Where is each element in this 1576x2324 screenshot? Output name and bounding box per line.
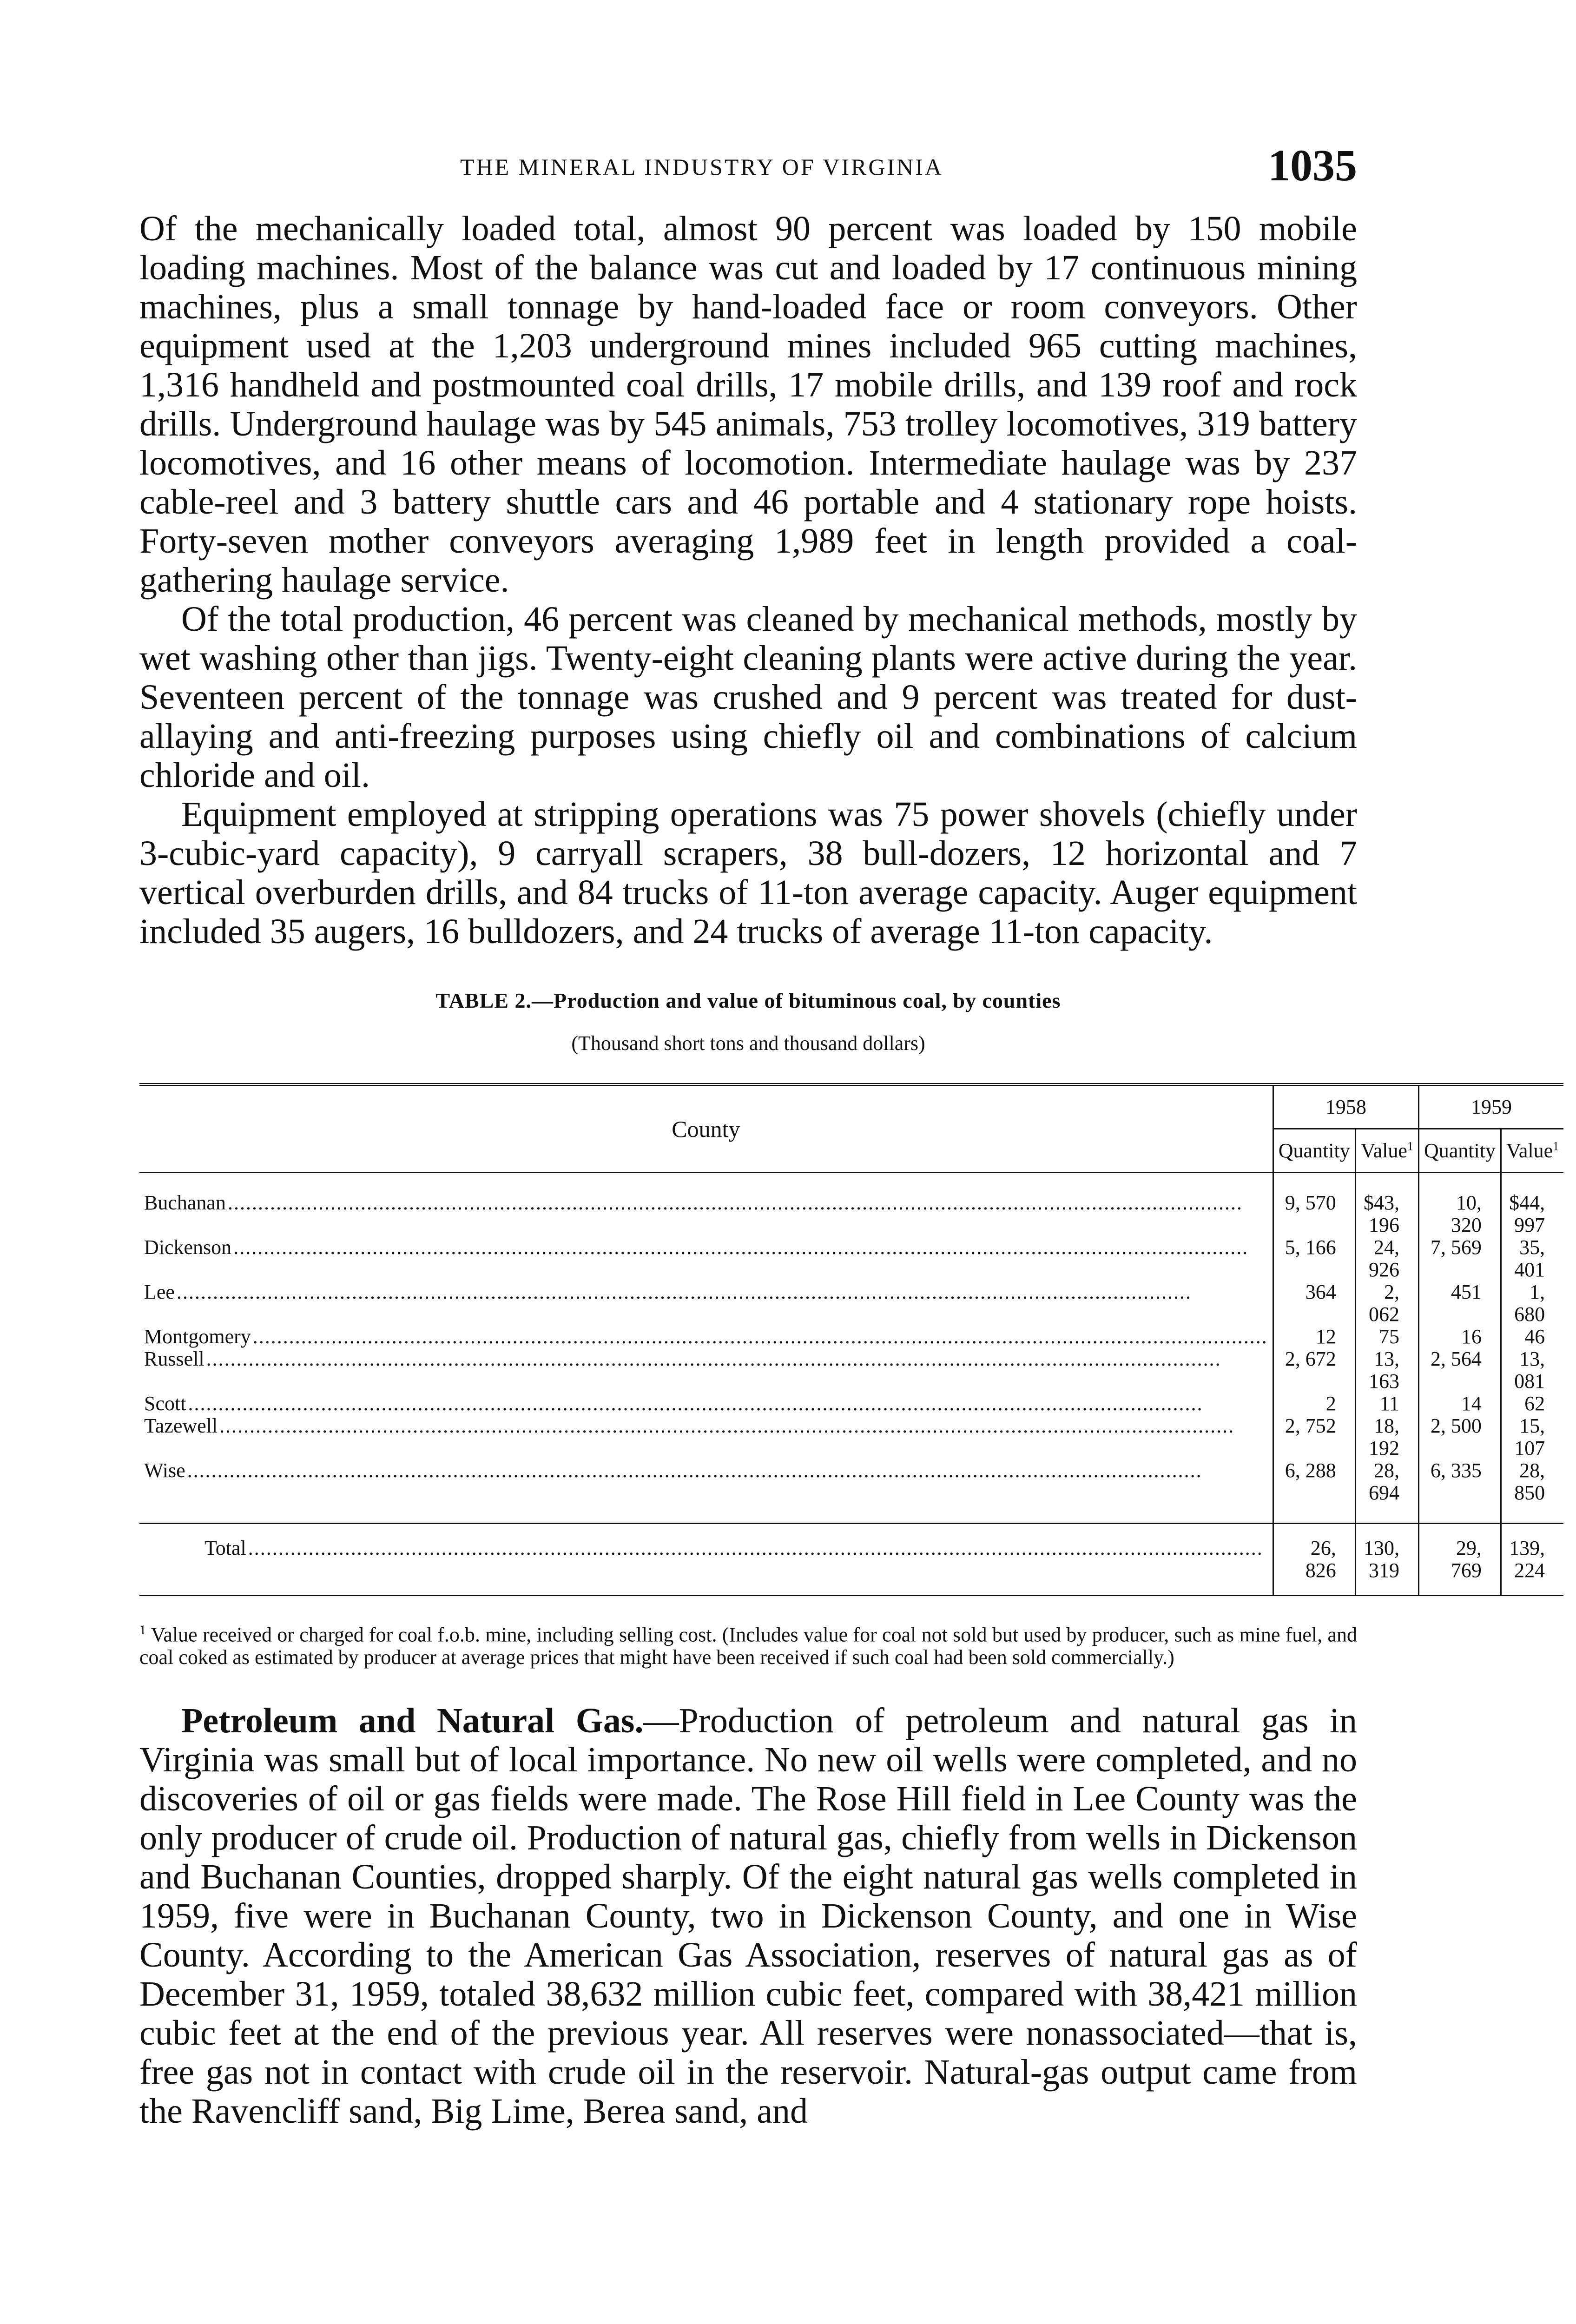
table-row [139,1236,1563,1281]
running-header [139,139,1357,191]
table-footnote [139,1619,1357,1669]
year-header-1958: 1958 [1273,1084,1418,1129]
table-row [139,1393,1563,1415]
table-cell-v1959: 15, 107 [1501,1415,1563,1459]
petroleum-text: —Production of petroleum and natural gas in Virginia was small but of local importance. No new oil wells were completed, and no discoveries of oil or gas fields were made. The Rose Hill field in Lee County was the only producer of crude oil. Production of natural gas, chiefly from wells in Dickenson and Buchanan Counties, dropped sharply. Of the eight natural gas wells completed in 1959, five were in Buchanan County, two in Dickenson County, and one in Wise County. According to the American Gas Association, reserves of natural gas as of December 31, 1959, totaled 38,632 million cubic feet, compared with 38,421 million cubic feet at the end of the previous year. All reserves were nonassociated—that is, free gas not in contact with crude oil in the reservoir. Natural-gas output came from the Ravencliff sand, Big Lime, Berea sand, and [139,1701,1357,2131]
table-cell-q1958: 2 [1273,1393,1355,1415]
county-name-cell: Dickenson ..... [139,1236,1273,1281]
table-cell-v1958: 13, 163 [1355,1348,1418,1393]
table-cell-v1959: 28, 850 [1501,1459,1563,1504]
quantity-header-1959: Quantity [1418,1129,1501,1173]
county-column-header: County [139,1084,1273,1173]
paragraph-stripping-equipment: Equipment employed at stripping operations was 75 power shovels (chiefly under 3-cubic-yard capacity), 9 carryall scrapers, 38 bull-dozers, 12 horizontal and 7 vertical overburden drills, and 84 trucks of 11-ton average capacity. Auger equipment included 35 augers, 16 bulldozers, and 24 trucks of average 11-ton capacity. [139,795,1357,951]
paragraph-cleaning: Of the total production, 46 percent was cleaned by mechanical methods, mostly by wet washing other than jigs. Twenty-eight cleaning plants were active during the year. Seventeen percent of the tonnage was crushed and 9 percent was treated for dust-allaying and anti-freezing purposes using chiefly oil and combinations of calcium chloride and oil. [139,600,1357,795]
table-cell-v1958: 11 [1355,1393,1418,1415]
table-cell-v1958: 28, 694 [1355,1459,1418,1504]
table-cell-v1959: 46 [1501,1326,1563,1348]
table-cell-q1959: 6, 335 [1418,1459,1501,1504]
table-cell-q1959: 16 [1418,1326,1501,1348]
table-cell-q1959: 14 [1418,1393,1501,1415]
total-quantity-1958: 26, 826 [1273,1524,1355,1596]
table-cell-v1958: 24, 926 [1355,1236,1418,1281]
table-cell-v1959: 13, 081 [1501,1348,1563,1393]
year-header-1959: 1959 [1418,1084,1563,1129]
county-name-cell: Montgomery ..... [139,1326,1273,1348]
paragraph-mechanical-loading: Of the mechanically loaded total, almost 90 percent was loaded by 150 mobile loading machines. Most of the balance was cut and loaded by 17 continuous mining machines, plus a small tonnage by hand-loaded face or room conveyors. Other equipment used at the 1,203 underground mines included 965 cutting machines, 1,316 handheld and postmounted coal drills, 17 mobile drills, and 139 roof and rock drills. Underground haulage was by 545 animals, 753 trolley locomotives, 319 battery locomotives, and 16 other means of locomotion. Intermediate haulage was by 237 cable-reel and 3 battery shuttle cars and 46 portable and 4 stationary rope hoists. Forty-seven mother conveyors averaging 1,989 feet in length provided a coal-gathering haulage service. [139,209,1357,600]
table-cell-q1959: 2, 500 [1418,1415,1501,1459]
table-cell-v1959: 35, 401 [1501,1236,1563,1281]
document-page [139,139,1559,2131]
total-value-1959: 139, 224 [1501,1524,1563,1596]
paragraph-petroleum-natural-gas [139,1701,1357,2131]
county-name-cell: Russell ..... [139,1348,1273,1393]
table-subtitle: (Thousand short tons and thousand dollars) [571,1032,925,1055]
table-cell-v1959: $44, 997 [1501,1192,1563,1236]
table-cell-q1958: 12 [1273,1326,1355,1348]
county-name-cell: Tazewell ..... [139,1415,1273,1459]
value-header-1959: Value$^1$ [1501,1129,1563,1173]
county-name-cell: Wise ..... [139,1459,1273,1504]
table-cell-q1958: 9, 570 [1273,1192,1355,1236]
total-quantity-1959: 29, 769 [1418,1524,1501,1596]
table-cell-q1959: 2, 564 [1418,1348,1501,1393]
table-cell-q1958: 6, 288 [1273,1459,1355,1504]
page-number: 1035 [1268,140,1357,190]
table-cell-q1958: 2, 672 [1273,1348,1355,1393]
quantity-header-1958: Quantity [1273,1129,1355,1173]
table-body [139,1173,1563,1505]
footnote-text: Value received or charged for coal f.o.b. mine, including selling cost. (Includes value for coal not sold but used by producer, such as mine fuel, and coal coked as estimated by producer at average prices that might have been received if such coal had been sold commercially.) [139,1623,1357,1669]
running-title: THE MINERAL INDUSTRY OF VIRGINIA [460,154,943,180]
value-header-1958: Value$^1$ [1355,1129,1418,1173]
table-cell-q1958: 364 [1273,1281,1355,1326]
coal-production-table [139,1083,1563,1596]
table-cell-v1959: 1, 680 [1501,1281,1563,1326]
table-cell-q1958: 2, 752 [1273,1415,1355,1459]
footnote-marker: 1 [139,1623,146,1637]
table-cell-q1959: 10, 320 [1418,1192,1501,1236]
county-name-cell: Buchanan ..... [139,1192,1273,1236]
table-row [139,1348,1563,1393]
table-row [139,1459,1563,1504]
table-cell-v1958: 2, 062 [1355,1281,1418,1326]
table-row [139,1415,1563,1459]
table-row [139,1326,1563,1348]
table-cell-v1958: 18, 192 [1355,1415,1418,1459]
county-name-cell: Lee ..... [139,1281,1273,1326]
table-cell-v1958: 75 [1355,1326,1418,1348]
table-cell-v1959: 62 [1501,1393,1563,1415]
table-cell-q1959: 7, 569 [1418,1236,1501,1281]
table-total-row [139,1524,1563,1596]
total-value-1958: 130, 319 [1355,1524,1418,1596]
table-cell-q1958: 5, 166 [1273,1236,1355,1281]
section-heading-petroleum: Petroleum and Natural Gas. [181,1701,644,1740]
table-row [139,1281,1563,1326]
table-cell-q1959: 451 [1418,1281,1501,1326]
table-title: TABLE 2.—Production and value of bituminous coal, by counties [435,989,1061,1012]
total-label-cell: Total ..... [139,1524,1273,1596]
county-name-cell: Scott ..... [139,1393,1273,1415]
table-row [139,1192,1563,1236]
table-cell-v1958: $43, 196 [1355,1192,1418,1236]
